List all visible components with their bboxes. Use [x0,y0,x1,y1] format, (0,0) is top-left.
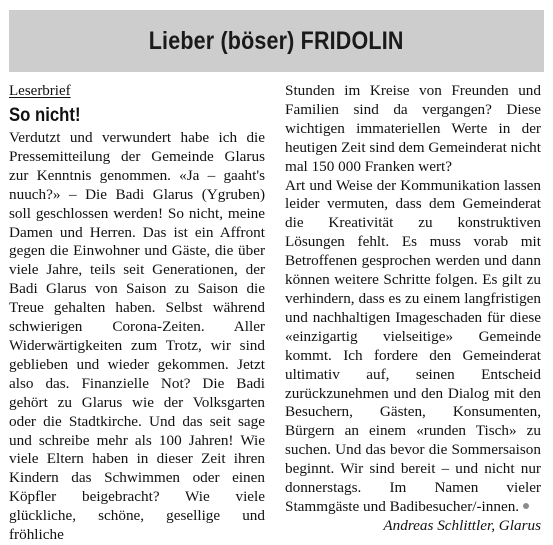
article-title: So nicht! [9,105,81,126]
article-column-right [285,82,541,536]
article-column-left [9,82,265,545]
rubric-label: Leserbrief [9,83,71,99]
article-body-left: Verdutzt und verwundert habe ich die Pressemitteilung der Gemeinde Glarus zur Kenntnis genommen. «Ja – gaaht's nuuch?» – Die Badi Glarus (Ygruben) soll geschlossen werden! So nicht, meine Damen und Herren. Das ist ein Affront gegen die Einwohner und Gäste, die über viele Jahre, teils seit Generationen, der Badi Glarus von Saison zu Saison die Treue gehalten haben. Selbst während schwierigen Corona-Zeiten. Aller Widerwärtigkeiten zum Trotz, wir sind geblieben und wieder gekommen. Jetzt also das. Finanzielle Not? Die Badi gehört zu Glarus wie der Volksgarten oder die Stadtkirche. Und das seit sage und schreibe mehr als 100 Jahren! Wie viele Eltern haben in dieser Zeit ihren Kindern das Schwimmen oder einen Köpfler beigebracht? Wie viele glückliche, schöne, gesellige und fröhliche [9,129,265,544]
end-mark-icon [523,503,529,509]
article-body-right-paragraph-2 [285,176,541,534]
section-title: Lieber (böser) FRIDOLIN [149,26,404,55]
article-body-right-paragraph-1: Stunden im Kreise von Freunden und Familien sind da vergangen? Diese wichtigen immateriellen Werte in der heutigen Zeit sind dem Gemeinderat nicht mal 150 000 Franken wert? [285,82,541,175]
article-body-right-text: Art und Weise der Kommunikation lassen leider vermuten, dass dem Gemeinderat die Kreativität zu konstruktiven Lösungen fehlt. Es muss vorab mit Betroffenen gesprochen werden und dann können weitere Schritte folgen. Es gilt zu verhindern, dass es zu einem langfristigen und nachhaltigen Imageschaden für diese «einzigartig vielseitige» Gemeinde kommt. Ich fordere den Gemeinderat ultimativ auf, seinen Entscheid zurückzunehmen und den Dialog mit den Besuchern, Gästen, Konsumenten, Bürgern an einem «runden Tisch» zu suchen. Und das bevor die Sommersaison beginnt. Wir sind bereit – und nicht nur donnerstags. Im Namen vieler Stammgäste und Badibesucher/-innen. [285,176,541,515]
section-header [9,10,544,72]
article-author: Andreas Schlittler, Glarus [383,516,541,534]
